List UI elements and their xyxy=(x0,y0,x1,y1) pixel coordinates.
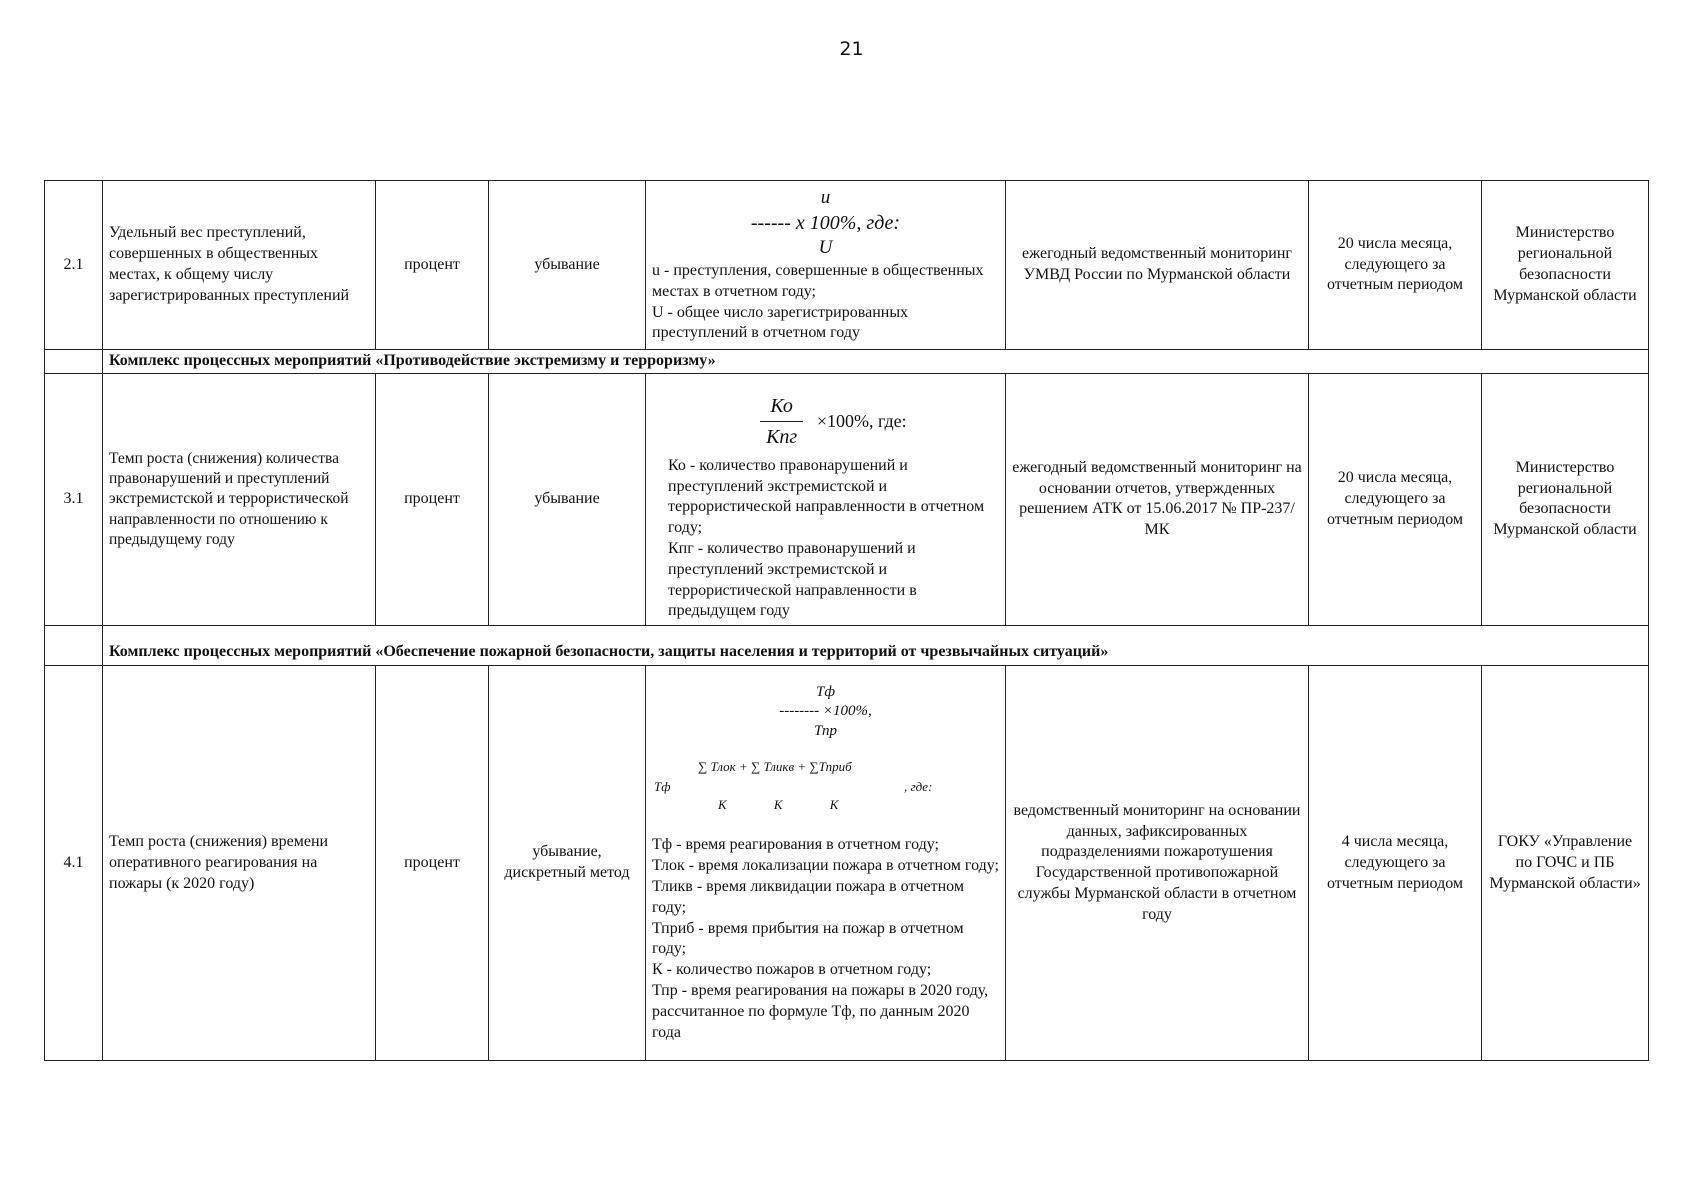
method-line: Тлок - время локализации пожара в отчетном году; xyxy=(652,857,999,875)
method-line: Тпр - время реагирования на пожары в 2020 году, рассчитанное по формуле Тф, по данным 2020 года xyxy=(652,982,989,1041)
formula-sum-numerators: ∑ Тлок + ∑ Тликв + ∑Тприб xyxy=(698,759,852,775)
row-number: 3.1 xyxy=(45,373,103,625)
method-line: Кпг - количество правонарушений и преступлений экстремистской и террористической направленности в предыдущем году xyxy=(668,539,917,620)
table-row xyxy=(45,373,1649,625)
unit-cell: процент xyxy=(376,666,489,1061)
indicator-name: Темп роста (снижения) количества правонарушений и преступлений экстремистской и террористической направленности по отношению к предыдущему году xyxy=(103,373,376,625)
method-line: u - преступления, совершенные в общественных местах в отчетном году; xyxy=(652,262,984,300)
table-row xyxy=(45,666,1649,1061)
formula-lhs: Тф xyxy=(654,779,671,795)
formula-denominator: Тпр xyxy=(814,722,837,739)
formula-denominator: U xyxy=(818,237,833,259)
indicator-name: Темп роста (снижения) времени оперативного реагирования на пожары (к 2020 году) xyxy=(103,666,376,1061)
source-cell: ежегодный ведомственный мониторинг УМВД России по Мурманской области xyxy=(1006,181,1309,350)
indicator-name: Удельный вес преступлений, совершенных в общественных местах, к общему числу зарегистрированных преступлений xyxy=(103,181,376,350)
direction-cell: убывание, дискретный метод xyxy=(489,666,646,1061)
deadline-cell: 4 числа месяца, следующего за отчетным периодом xyxy=(1309,666,1482,1061)
responsible-cell: Министерство региональной безопасности Мурманской области xyxy=(1482,181,1649,350)
row-number: 2.1 xyxy=(45,181,103,350)
formula xyxy=(668,393,999,450)
unit-cell: процент xyxy=(376,181,489,350)
method-cell xyxy=(646,181,1006,350)
formula-line: -------- ×100%, xyxy=(779,703,872,720)
section-row xyxy=(45,626,1649,666)
formula-sum xyxy=(652,759,999,821)
section-row xyxy=(45,350,1649,374)
formula-numerator: u xyxy=(820,186,831,208)
formula-sum-denominators: К К К xyxy=(718,797,839,813)
unit-cell: процент xyxy=(376,373,489,625)
direction-cell: убывание xyxy=(489,373,646,625)
deadline-cell: 20 числа месяца, следующего за отчетным периодом xyxy=(1309,181,1482,350)
method-cell xyxy=(646,373,1006,625)
source-cell: ведомственный мониторинг на основании данных, зафиксированных подразделениями пожаротушения Государственной противопожарной службы Мурманской области в отчетном году xyxy=(1006,666,1309,1061)
deadline-cell: 20 числа месяца, следующего за отчетным периодом xyxy=(1309,373,1482,625)
table-row xyxy=(45,181,1649,350)
method-line: К - количество пожаров в отчетном году; xyxy=(652,961,932,979)
indicators-table xyxy=(44,180,1649,1061)
formula-tail: ×100%, где: xyxy=(816,410,907,431)
responsible-cell: ГОКУ «Управление по ГОЧС и ПБ Мурманской области» xyxy=(1482,666,1649,1061)
method-line: Тприб - время прибытия на пожар в отчетном году; xyxy=(652,919,964,958)
section-title: Комплекс процессных мероприятий «Противодействие экстремизму и терроризму» xyxy=(103,350,1649,374)
method-line: Ко - количество правонарушений и преступлений экстремистской и террористической направленности в отчетном году; xyxy=(668,456,985,537)
method-line: Тликв - время ликвидации пожара в отчетном году; xyxy=(652,878,964,916)
formula xyxy=(652,186,999,261)
formula-line: ------ x 100%, где: xyxy=(750,212,901,235)
row-number: 4.1 xyxy=(45,666,103,1061)
formula-numerator: Тф xyxy=(816,683,835,700)
source-cell: ежегодный ведомственный мониторинг на основании отчетов, утвержденных решением АТК от 15.06.2017 № ПР-237/МК xyxy=(1006,373,1309,625)
direction-cell: убывание xyxy=(489,181,646,350)
formula-denominator: Кпг xyxy=(766,425,798,448)
section-title: Комплекс процессных мероприятий «Обеспечение пожарной безопасности, защиты населения и территорий от чрезвычайных ситуаций» xyxy=(103,626,1649,666)
page-number: 21 xyxy=(839,38,864,60)
responsible-cell: Министерство региональной безопасности Мурманской области xyxy=(1482,373,1649,625)
method-line: U - общее число зарегистрированных преступлений в отчетном году xyxy=(652,303,909,342)
method-line: Тф - время реагирования в отчетном году; xyxy=(652,836,939,854)
formula-numerator: Ко xyxy=(760,393,803,422)
formula-tail: , где: xyxy=(904,779,933,795)
method-cell xyxy=(646,666,1006,1061)
